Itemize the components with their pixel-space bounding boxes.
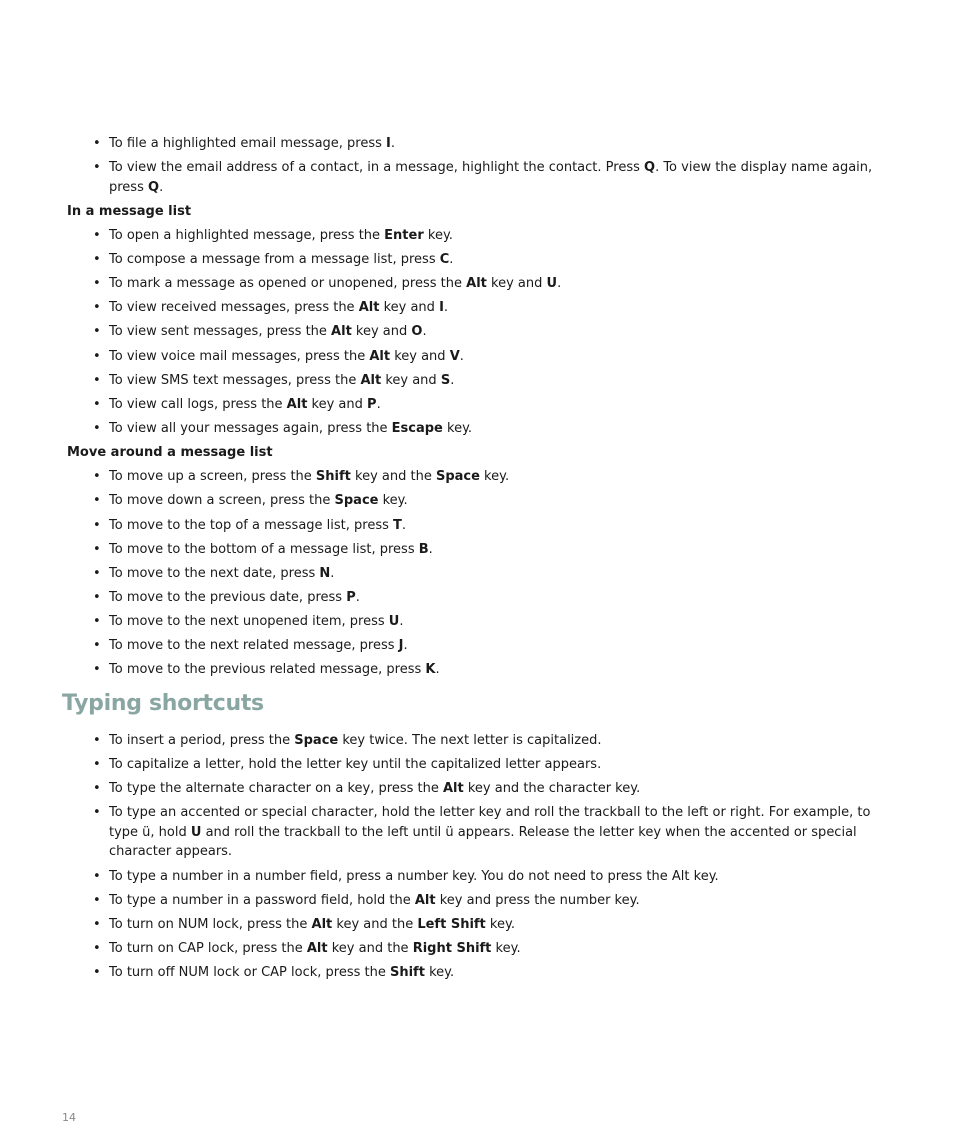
in-a-message-list-heading: In a message list — [67, 203, 192, 219]
key-name: Shift — [315, 469, 351, 485]
key-name: Alt — [414, 892, 436, 908]
list-item — [67, 250, 897, 270]
key-name: J — [398, 638, 404, 654]
key-name: U — [190, 824, 202, 840]
text-run: key and — [351, 324, 412, 340]
text-run: To view the email address of a contact, in a message, highlight the contact. Press — [109, 160, 644, 176]
text-run: To turn on NUM lock, press the — [109, 916, 312, 932]
text-run: . — [401, 517, 407, 533]
text-run: . — [422, 324, 427, 340]
text-run: key. — [378, 493, 408, 509]
text-run: . To view the display name again, press — [109, 160, 873, 195]
text-run: To file a highlighted email message, press — [109, 136, 387, 151]
text-run: To view sent messages, press the — [109, 324, 332, 340]
list-item — [67, 731, 897, 751]
list-item — [67, 779, 897, 799]
key-name: K — [425, 662, 436, 678]
key-name: Enter — [384, 227, 424, 243]
key-name: I — [386, 136, 391, 151]
key-name: Space — [334, 493, 379, 509]
text-run: To insert a period, press the — [109, 733, 295, 748]
list-item — [67, 564, 897, 584]
key-name: V — [449, 348, 460, 364]
list-item — [67, 298, 897, 318]
text-run: . — [159, 179, 164, 195]
text-run: . — [390, 136, 396, 151]
list-item — [67, 134, 897, 154]
text-run: To move up a screen, press the — [109, 469, 316, 485]
text-run: . — [330, 565, 335, 581]
key-name: Left Shift — [417, 916, 486, 932]
top-bullet-list — [67, 134, 897, 197]
move-around-bullets — [67, 467, 897, 680]
text-run: . — [399, 614, 404, 630]
page-number: 14 — [62, 1111, 76, 1124]
key-name: Space — [294, 733, 339, 748]
typing-shortcuts-bullets — [67, 731, 897, 983]
text-run: To move to the previous related message, press — [109, 662, 426, 678]
list-item — [67, 347, 897, 367]
message-list-bullets — [67, 226, 897, 439]
typing-shortcuts-block — [67, 731, 897, 987]
list-item — [67, 274, 897, 294]
key-name: U — [388, 614, 400, 630]
key-name: O — [411, 324, 423, 340]
text-run: . — [428, 541, 433, 557]
key-name: Space — [435, 469, 480, 485]
key-name: P — [346, 590, 356, 606]
key-name: N — [319, 565, 331, 581]
key-name: Alt — [442, 781, 464, 797]
text-run: . — [376, 396, 381, 412]
text-run: To move to the top of a message list, press — [109, 517, 394, 533]
key-name: Right Shift — [412, 940, 492, 956]
list-item — [67, 803, 897, 862]
list-item — [67, 371, 897, 391]
text-run: key and the — [327, 940, 413, 956]
text-run: To view call logs, press the — [109, 396, 287, 412]
text-run: To type an accented or special character, hold the letter key and roll the trackball to the left or right. For example, to type ü, hold — [109, 805, 871, 840]
list-item — [67, 419, 897, 439]
text-run: . — [450, 372, 455, 388]
list-item — [67, 158, 897, 197]
text-run: To type a number in a number field, press a number key. You do not need to press the Alt key. — [109, 868, 719, 884]
list-item — [67, 755, 897, 775]
list-item — [67, 636, 897, 656]
key-name: Alt — [286, 396, 308, 412]
text-run: To compose a message from a message list, press — [109, 252, 440, 268]
key-name: C — [439, 252, 450, 268]
list-item — [67, 491, 897, 511]
text-run: To type a number in a password field, hold the — [109, 892, 415, 908]
key-name: Alt — [311, 916, 333, 932]
text-run: key and the character key. — [463, 781, 641, 797]
key-name: Alt — [358, 300, 380, 316]
text-run: key and — [486, 276, 547, 292]
message-shortcuts-block — [67, 134, 897, 685]
list-item — [67, 915, 897, 935]
list-item — [67, 322, 897, 342]
text-run: . — [403, 638, 408, 654]
key-name: B — [418, 541, 429, 557]
text-run: key. — [479, 469, 510, 485]
list-item — [67, 612, 897, 632]
key-name: Alt — [369, 348, 391, 364]
text-run: key. — [423, 227, 453, 243]
text-run: To view SMS text messages, press the — [109, 372, 361, 388]
text-run: key and the — [332, 916, 418, 932]
text-run: To turn off NUM lock or CAP lock, press the — [109, 965, 390, 981]
key-name: Shift — [389, 965, 425, 981]
text-run: To view received messages, press the — [109, 300, 359, 316]
key-name: Alt — [466, 276, 487, 292]
key-name: Alt — [331, 324, 352, 340]
key-name: T — [393, 517, 402, 533]
text-run: To view all your messages again, press the — [109, 421, 392, 437]
text-run: key twice. The next letter is capitalized. — [338, 733, 602, 748]
key-name: S — [440, 372, 451, 388]
text-run: To move to the bottom of a message list, press — [109, 541, 419, 557]
text-run: key and — [381, 372, 441, 388]
text-run: key. — [442, 421, 473, 437]
list-item — [67, 516, 897, 536]
list-item — [67, 963, 897, 983]
text-run: key. — [424, 965, 455, 981]
text-run: . — [435, 662, 440, 678]
list-item — [67, 660, 897, 680]
list-item — [67, 867, 897, 887]
key-name: I — [439, 300, 444, 316]
key-name: Escape — [391, 421, 443, 437]
text-run: To view voice mail messages, press the — [109, 348, 370, 364]
list-item — [67, 588, 897, 608]
text-run: . — [459, 348, 464, 364]
text-run: key and — [390, 348, 450, 364]
text-run: To open a highlighted message, press the — [109, 227, 385, 243]
key-name: U — [546, 276, 558, 292]
key-name: P — [367, 396, 377, 412]
text-run: To move to the previous date, press — [109, 590, 347, 606]
text-run: To move down a screen, press the — [109, 493, 335, 509]
move-around-heading: Move around a message list — [67, 445, 273, 461]
text-run: key and the — [350, 469, 436, 485]
text-run: To capitalize a letter, hold the letter key until the capitalized letter appears. — [109, 757, 602, 773]
key-name: Q — [644, 160, 656, 176]
key-name: Q — [148, 179, 160, 195]
text-run: . — [443, 300, 449, 316]
text-run: To move to the next date, press — [109, 565, 320, 581]
text-run: . — [449, 252, 454, 268]
text-run: key. — [485, 916, 515, 932]
text-run: To mark a message as opened or unopened, press the — [109, 276, 467, 292]
list-item — [67, 540, 897, 560]
list-item — [67, 467, 897, 487]
list-item — [67, 395, 897, 415]
typing-shortcuts-title: Typing shortcuts — [62, 691, 264, 716]
text-run: key. — [491, 940, 521, 956]
key-name: Alt — [306, 940, 328, 956]
text-run: To move to the next related message, press — [109, 638, 399, 654]
text-run: . — [355, 590, 360, 606]
text-run: . — [557, 276, 562, 292]
text-run: To move to the next unopened item, press — [109, 614, 389, 630]
text-run: key and — [379, 300, 440, 316]
text-run: key and press the number key. — [435, 892, 640, 908]
text-run: To type the alternate character on a key, press the — [109, 781, 443, 797]
text-run: key and — [307, 396, 368, 412]
list-item — [67, 226, 897, 246]
text-run: and roll the trackball to the left until ü appears. Release the letter key when the accented or special character appears. — [109, 824, 857, 860]
key-name: Alt — [360, 372, 382, 388]
list-item — [67, 891, 897, 911]
list-item — [67, 939, 897, 959]
text-run: To turn on CAP lock, press the — [109, 940, 307, 956]
